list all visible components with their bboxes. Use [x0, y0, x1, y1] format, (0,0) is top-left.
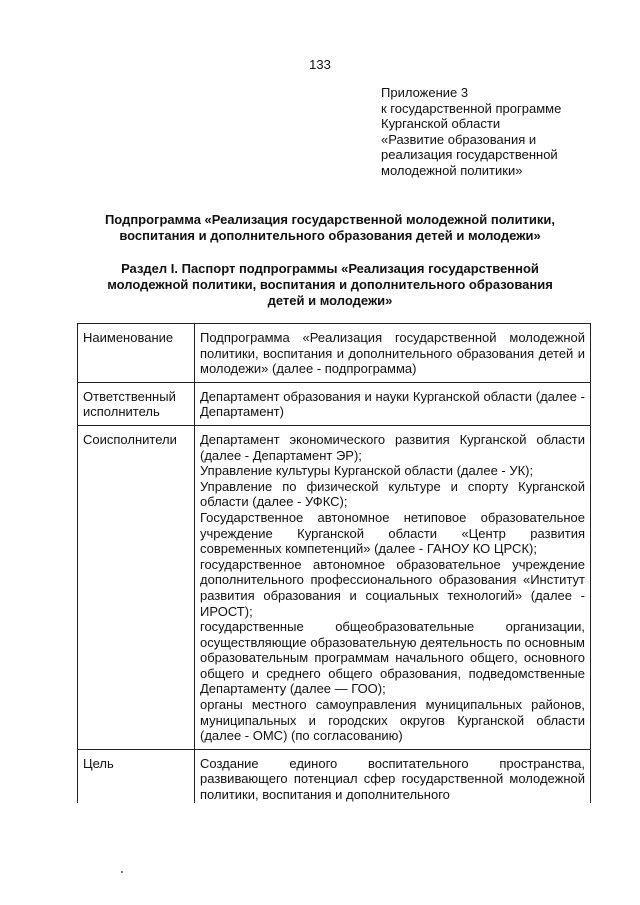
section-title-line: Раздел I. Паспорт подпрограммы «Реализация государственной	[121, 261, 539, 276]
appendix-reference	[381, 85, 561, 178]
scan-speck	[121, 871, 123, 873]
appendix-line: Курганской области	[381, 116, 501, 131]
page-number: 133	[309, 57, 331, 72]
co-executor-item: Департамент экономического развития Курганской области (далее - Департамент ЭР);	[200, 431, 585, 463]
row-value: Создание единого воспитательного пространства, развивающего потенциал сфер государственной молодежной политики, воспитания и дополнительного	[195, 749, 591, 802]
section-title-line: молодежной политики, воспитания и дополнительного образования	[107, 277, 553, 292]
co-executor-item: Государственное автономное нетиповое образовательное учреждение Курганской области «Центр развития современных компетенций» (далее - ГАНОУ КО ЦРСК);	[200, 509, 585, 557]
row-value: Департамент образования и науки Курганской области (далее - Департамент)	[195, 382, 591, 425]
appendix-line: молодежной политики»	[381, 162, 523, 178]
section-title-line: детей и молодежи»	[267, 293, 393, 308]
subprogram-title-line: Подпрограмма «Реализация государственной молодежной политики,	[104, 212, 556, 227]
co-executor-item: органы местного самоуправления муниципальных районов, муниципальных и городских округов Курганской области (далее - ОМС) (по согласованию)	[200, 697, 585, 744]
appendix-line: к государственной программе	[381, 100, 562, 116]
co-executor-item: Управление по физической культуре и спорту Курганской области (далее - УФКС);	[200, 478, 585, 510]
co-executor-item: государственные общеобразовательные организации, осуществляющие образовательную деятельность по основным образовательным программам начального общего, основного общего и среднего общего образования, подведомственные Департаменту (далее — ГОО);	[200, 619, 585, 697]
appendix-line: «Развитие образования и	[381, 131, 537, 147]
appendix-line: Приложение 3	[381, 85, 469, 100]
co-executor-item: Управление культуры Курганской области (далее - УК);	[200, 463, 534, 479]
table-row	[78, 324, 591, 383]
row-value: Подпрограмма «Реализация государственной молодежной политики, воспитания и дополнительного образования детей и молодежи» (далее - подпрограмма)	[195, 324, 591, 383]
section-title	[60, 261, 600, 309]
row-value-list	[195, 425, 591, 749]
co-executor-item: государственное автономное образовательное учреждение дополнительного профессионального образования «Институт развития образования и социальных технологий» (далее - ИРОСТ);	[200, 556, 585, 619]
subprogram-title	[60, 212, 600, 244]
table-row	[78, 749, 591, 802]
subprogram-title-line: воспитания и дополнительного образования детей и молодежи»	[119, 228, 541, 243]
row-label: Соисполнители	[78, 425, 195, 749]
row-label: Цель	[78, 749, 195, 802]
table-row	[78, 425, 591, 749]
table-row	[78, 382, 591, 425]
row-label: Наименование	[78, 324, 195, 383]
row-label: Ответственный исполнитель	[78, 382, 195, 425]
appendix-line: реализация государственной	[381, 147, 558, 162]
passport-table	[77, 323, 591, 803]
